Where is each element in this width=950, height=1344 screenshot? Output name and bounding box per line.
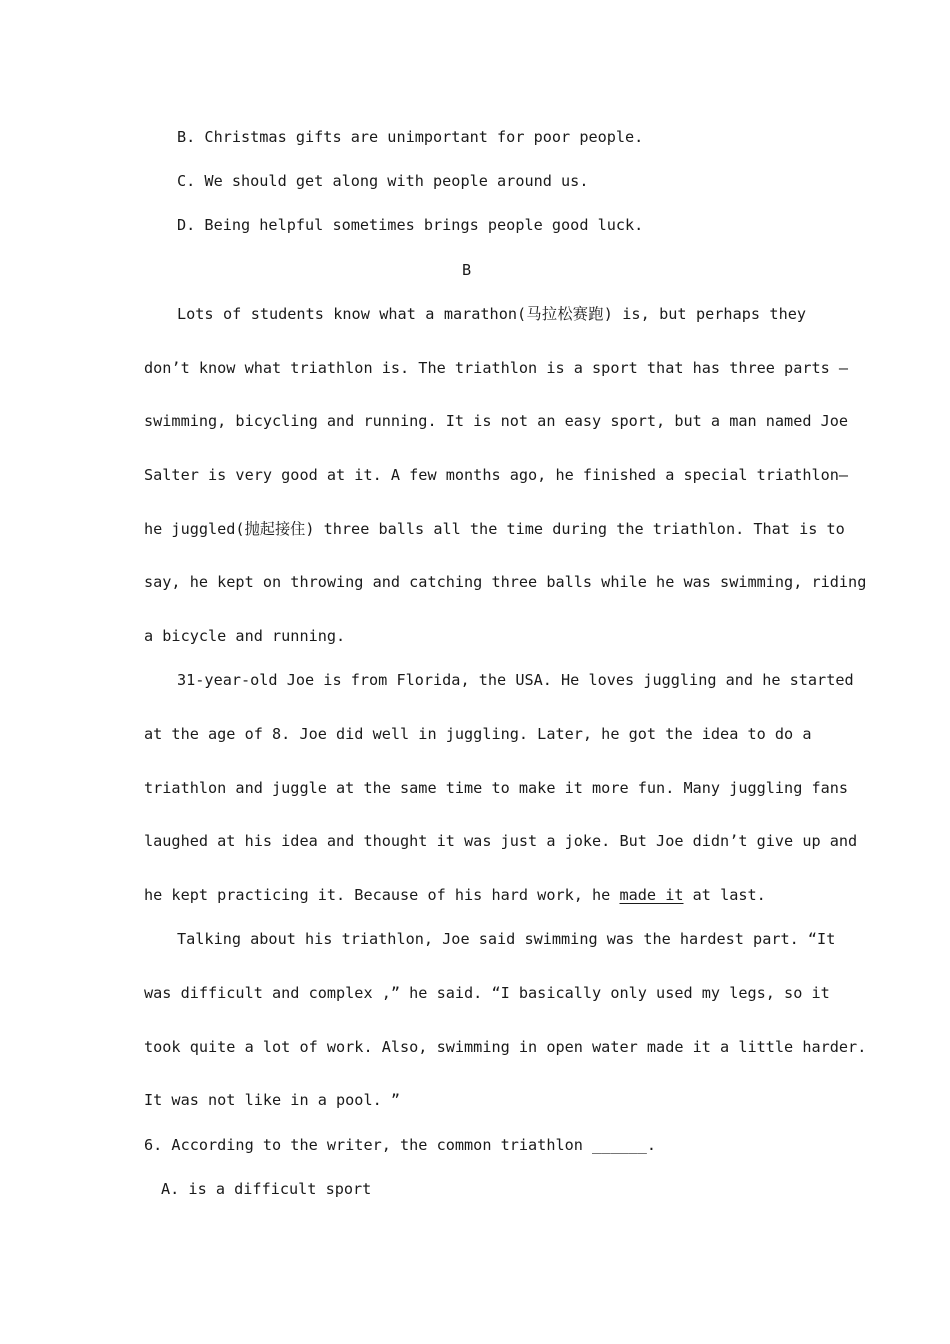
section-heading: B <box>462 261 472 279</box>
passage-p2-line-4: laughed at his idea and thought it was just a joke. But Joe didn’t give up and <box>144 832 858 850</box>
passage-p1-line-5: he juggled(抛起接住) three balls all the time during the triathlon. That is to <box>144 520 845 538</box>
passage-p3-line-2: was difficult and complex ,” he said. “I basically only used my legs, so it <box>144 984 830 1002</box>
question-6-option-a: A. is a difficult sport <box>161 1180 372 1198</box>
passage-p1-line-2: don’t know what triathlon is. The triathlon is a sport that has three parts — <box>144 359 849 377</box>
passage-p3-line-3: took quite a lot of work. Also, swimming in open water made it a little harder. <box>144 1038 867 1056</box>
passage-p1-line-1: Lots of students know what a marathon(马拉松赛跑) is, but perhaps they <box>177 305 806 323</box>
passage-p3-line-4: It was not like in a pool. ” <box>144 1091 401 1109</box>
passage-p1-line-4: Salter is very good at it. A few months ago, he finished a special triathlon— <box>144 466 849 484</box>
passage-p1-line-7: a bicycle and running. <box>144 627 346 645</box>
question-6-stem: 6. According to the writer, the common triathlon ______. <box>144 1136 657 1154</box>
option-b: B. Christmas gifts are unimportant for poor people. <box>177 128 644 146</box>
passage-p3-line-1: Talking about his triathlon, Joe said swimming was the hardest part. “It <box>177 930 836 948</box>
passage-p2-line-1: 31-year-old Joe is from Florida, the USA. He loves juggling and he started <box>177 671 854 689</box>
passage-p2-line-5 <box>144 885 766 905</box>
option-c: C. We should get along with people around us. <box>177 172 589 190</box>
passage-p2-line-3: triathlon and juggle at the same time to make it more fun. Many juggling fans <box>144 779 849 797</box>
passage-p2-line-5-text: he kept practicing it. Because of his hard work, he <box>144 886 620 904</box>
passage-p1-line-3: swimming, bicycling and running. It is not an easy sport, but a man named Joe <box>144 412 849 430</box>
passage-p1-line-6: say, he kept on throwing and catching three balls while he was swimming, riding <box>144 573 867 591</box>
passage-p2-line-5-end: at last. <box>683 886 766 904</box>
passage-p2-line-2: at the age of 8. Joe did well in juggling. Later, he got the idea to do a <box>144 725 812 743</box>
option-d: D. Being helpful sometimes brings people good luck. <box>177 216 644 234</box>
underlined-phrase: made it <box>619 886 684 904</box>
